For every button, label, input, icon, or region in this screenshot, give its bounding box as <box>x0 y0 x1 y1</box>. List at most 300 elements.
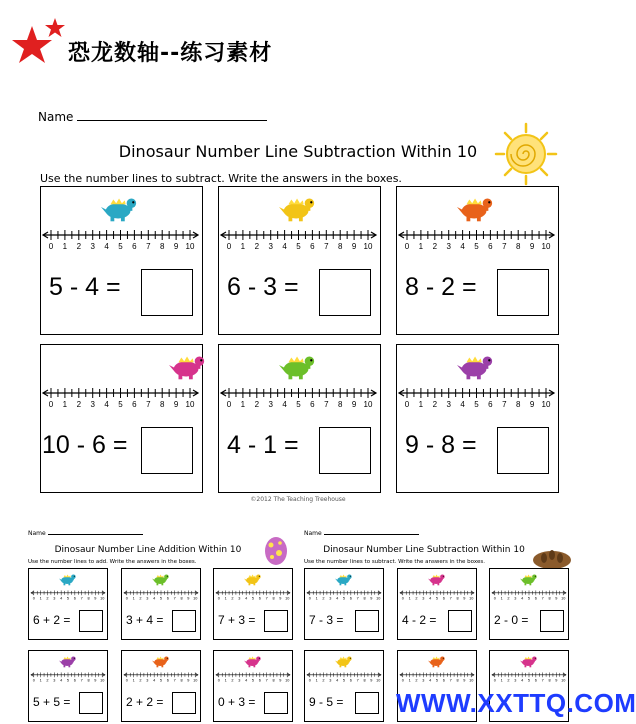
dinosaur-icon <box>59 654 77 668</box>
number-line-tick-label: 0 <box>308 596 311 601</box>
thumbnail-equation: 4 - 2 = <box>402 613 437 627</box>
thumbnail-answer-box[interactable] <box>540 610 564 632</box>
number-line-tick-label: 1 <box>39 596 42 601</box>
number-line-tick-label: 3 <box>422 678 425 683</box>
number-line-tick-label: 3 <box>446 242 451 251</box>
number-line-tick-label: 7 <box>324 242 329 251</box>
number-line-tick-label: 1 <box>408 678 411 683</box>
number-line-tick-label: 2 <box>507 596 510 601</box>
number-line-tick-label: 2 <box>139 678 142 683</box>
problem-equation: 9 - 8 = <box>405 431 477 459</box>
number-line-tick-label: 3 <box>446 400 451 409</box>
number-line-tick-label: 3 <box>329 596 332 601</box>
number-line-tick-label: 7 <box>80 678 83 683</box>
number-line-tick-label: 0 <box>404 242 410 251</box>
number-line-tick-label: 6 <box>73 678 76 683</box>
number-line-tick-label: 9 <box>187 678 190 683</box>
number-line-tick-label: 5 <box>527 678 531 683</box>
problem-card <box>40 186 203 335</box>
number-line-tick-label: 0 <box>493 596 496 601</box>
number-line-tick-label: 9 <box>187 596 190 601</box>
name-field <box>38 110 267 124</box>
number-line-tick-label: 7 <box>265 596 268 601</box>
number-line-tick-label: 6 <box>166 678 169 683</box>
number-line-tick-label: 10 <box>285 678 290 683</box>
number-line-tick-label: 10 <box>541 400 551 409</box>
number-line-tick-label: 0 <box>226 242 232 251</box>
number-line-tick-label: 9 <box>351 242 357 251</box>
number-line-tick-label: 5 <box>159 678 163 683</box>
thumbnail-number-line <box>29 671 107 683</box>
number-line-tick-label: 10 <box>376 678 381 683</box>
number-line-tick-label: 8 <box>159 400 165 409</box>
number-line-tick-label: 1 <box>132 596 135 601</box>
number-line-tick-label: 6 <box>310 400 315 409</box>
number-line-tick-label: 4 <box>429 596 432 601</box>
problem-card <box>396 186 559 335</box>
number-line-tick-label: 8 <box>272 678 275 683</box>
number-line-tick-label: 1 <box>240 242 246 251</box>
number-line-tick-label: 10 <box>469 596 474 601</box>
number-line-tick-label: 3 <box>146 678 149 683</box>
problem-number-line <box>41 385 200 409</box>
number-line-tick-label: 1 <box>62 400 68 409</box>
number-line-tick-label: 9 <box>555 596 558 601</box>
dinosaur-footprint-icon <box>532 538 572 570</box>
thumbnail-name-line <box>48 529 143 535</box>
number-line-tick-label: 10 <box>185 400 195 409</box>
thumbnail-problem-card <box>28 568 108 640</box>
number-line-tick-label: 10 <box>561 596 566 601</box>
number-line-tick-label: 5 <box>435 596 439 601</box>
number-line-tick-label: 6 <box>73 596 76 601</box>
number-line-tick-label: 4 <box>282 242 287 251</box>
problem-card <box>40 344 203 493</box>
answer-box[interactable] <box>141 427 193 474</box>
number-line-tick-label: 3 <box>422 596 425 601</box>
number-line-tick-label: 3 <box>90 242 95 251</box>
number-line-tick-label: 5 <box>296 242 301 251</box>
number-line-tick-label: 1 <box>39 678 42 683</box>
answer-box[interactable] <box>497 427 549 474</box>
dinosaur-icon <box>59 572 77 586</box>
number-line-tick-label: 7 <box>265 678 268 683</box>
number-line-tick-label: 10 <box>541 242 551 251</box>
dinosaur-icon <box>428 654 446 668</box>
thumbnail-instructions: Use the number lines to subtract. Write the answers in the boxes. <box>304 559 485 565</box>
number-line-tick-label: 3 <box>514 596 517 601</box>
thumbnail-name-field <box>28 529 143 537</box>
thumbnail-number-line <box>214 589 292 601</box>
number-line-tick-label: 3 <box>53 678 56 683</box>
thumbnail-problem-card <box>121 650 201 722</box>
thumbnail-number-line <box>122 589 200 601</box>
number-line-tick-label: 4 <box>429 678 432 683</box>
number-line-tick-label: 3 <box>268 400 273 409</box>
number-line-tick-label: 2 <box>76 400 82 409</box>
thumbnail-instructions: Use the number lines to add. Write the answers in the boxes. <box>28 559 197 565</box>
thumbnail-answer-box[interactable] <box>448 610 472 632</box>
number-line-tick-label: 2 <box>507 678 510 683</box>
number-line-tick-label: 2 <box>322 678 325 683</box>
number-line-tick-label: 2 <box>322 596 325 601</box>
number-line-tick-label: 3 <box>514 678 517 683</box>
thumbnail-number-line <box>305 671 383 683</box>
number-line-tick-label: 8 <box>515 242 521 251</box>
number-line-tick-label: 0 <box>226 400 232 409</box>
thumbnail-answer-box[interactable] <box>79 692 103 714</box>
number-line-tick-label: 4 <box>521 678 524 683</box>
number-line-tick-label: 3 <box>329 678 332 683</box>
number-line-tick-label: 8 <box>337 400 343 409</box>
number-line-tick-label: 8 <box>180 678 183 683</box>
thumbnail-equation: 7 + 3 = <box>218 613 256 627</box>
number-line-tick-label: 5 <box>118 400 123 409</box>
pterodactyl-icon <box>279 193 317 223</box>
number-line-tick-label: 4 <box>153 596 156 601</box>
thumbnail-number-line <box>305 589 383 601</box>
dinosaur-icon <box>244 572 262 586</box>
number-line-tick-label: 6 <box>488 400 493 409</box>
number-line-tick-label: 5 <box>66 596 70 601</box>
number-line-tick-label: 10 <box>100 596 105 601</box>
number-line-tick-label: 8 <box>87 678 90 683</box>
number-line-tick-label: 3 <box>238 596 241 601</box>
number-line-tick-label: 0 <box>48 400 54 409</box>
thumbnail-problem-card <box>121 568 201 640</box>
number-line-tick-label: 1 <box>315 596 318 601</box>
problem-equation: 10 - 6 = <box>42 431 128 459</box>
watermark: WWW.XXTTQ.COM <box>396 688 636 718</box>
number-line-tick-label: 3 <box>53 596 56 601</box>
number-line-tick-label: 6 <box>442 678 445 683</box>
number-line-tick-label: 0 <box>217 596 220 601</box>
thumbnail-answer-box[interactable] <box>355 692 379 714</box>
number-line-tick-label: 10 <box>193 596 198 601</box>
number-line-tick-label: 5 <box>159 596 163 601</box>
thumbnail-answer-box[interactable] <box>264 692 288 714</box>
number-line-tick-label: 1 <box>418 242 424 251</box>
number-line-tick-label: 4 <box>245 678 248 683</box>
number-line-tick-label: 9 <box>529 242 535 251</box>
number-line-tick-label: 4 <box>60 596 63 601</box>
brontosaurus-icon <box>279 351 317 381</box>
number-line-tick-label: 9 <box>529 400 535 409</box>
worksheet-title: Dinosaur Number Line Subtraction Within 10 <box>118 142 478 161</box>
number-line-tick-label: 10 <box>561 678 566 683</box>
number-line-tick-label: 7 <box>173 596 176 601</box>
number-line-tick-label: 8 <box>87 596 90 601</box>
problem-equation: 4 - 1 = <box>227 431 299 459</box>
number-line-tick-label: 6 <box>534 678 537 683</box>
thumbnail-answer-box[interactable] <box>264 610 288 632</box>
number-line-tick-label: 5 <box>251 678 255 683</box>
answer-box[interactable] <box>319 427 371 474</box>
number-line-tick-label: 1 <box>500 678 503 683</box>
answer-box[interactable] <box>497 269 549 316</box>
number-line-tick-label: 6 <box>132 400 137 409</box>
number-line-tick-label: 1 <box>418 400 424 409</box>
thumbnail-name-label: Name <box>304 530 322 537</box>
trex-icon <box>457 193 495 223</box>
thumbnail-problem-card <box>304 568 384 640</box>
thumbnail-answer-box[interactable] <box>172 610 196 632</box>
dinosaur-icon <box>520 654 538 668</box>
number-line-tick-label: 2 <box>415 596 418 601</box>
number-line-tick-label: 8 <box>363 596 366 601</box>
number-line-tick-label: 0 <box>32 596 35 601</box>
dinosaur-icon <box>428 572 446 586</box>
thumbnail-name-label: Name <box>28 530 46 537</box>
number-line-tick-label: 1 <box>224 678 227 683</box>
number-line-tick-label: 7 <box>324 400 329 409</box>
number-line-tick-label: 0 <box>493 678 496 683</box>
number-line-tick-label: 9 <box>173 242 179 251</box>
number-line-tick-label: 6 <box>258 596 261 601</box>
thumbnail-number-line <box>214 671 292 683</box>
number-line-tick-label: 2 <box>46 678 49 683</box>
number-line-tick-label: 2 <box>415 678 418 683</box>
thumbnail-equation: 6 + 2 = <box>33 613 71 627</box>
thumbnail-name-line <box>324 529 419 535</box>
number-line-tick-label: 6 <box>132 242 137 251</box>
number-line-tick-label: 3 <box>238 678 241 683</box>
number-line-tick-label: 9 <box>279 596 282 601</box>
number-line-tick-label: 0 <box>32 678 35 683</box>
thumbnail-equation: 3 + 4 = <box>126 613 164 627</box>
number-line-tick-label: 4 <box>336 678 339 683</box>
number-line-tick-label: 9 <box>94 596 97 601</box>
problem-equation: 6 - 3 = <box>227 273 299 301</box>
number-line-tick-label: 7 <box>541 596 544 601</box>
number-line-tick-label: 10 <box>193 678 198 683</box>
number-line-tick-label: 0 <box>401 678 404 683</box>
thumbnail-number-line <box>29 589 107 601</box>
number-line-tick-label: 7 <box>449 596 452 601</box>
number-line-tick-label: 6 <box>488 242 493 251</box>
number-line-tick-label: 2 <box>254 400 260 409</box>
number-line-tick-label: 10 <box>185 242 195 251</box>
number-line-tick-label: 6 <box>310 242 315 251</box>
number-line-tick-label: 0 <box>404 400 410 409</box>
thumbnail-answer-box[interactable] <box>355 610 379 632</box>
page-header-title: 恐龙数轴--练习素材 <box>68 41 273 66</box>
number-line-tick-label: 4 <box>245 596 248 601</box>
number-line-tick-label: 6 <box>534 596 537 601</box>
number-line-tick-label: 10 <box>469 678 474 683</box>
number-line-tick-label: 6 <box>349 596 352 601</box>
number-line-tick-label: 6 <box>349 678 352 683</box>
problem-number-line <box>219 385 378 409</box>
double-red-star-icon <box>10 16 68 66</box>
number-line-tick-label: 1 <box>500 596 503 601</box>
number-line-tick-label: 7 <box>80 596 83 601</box>
number-line-tick-label: 9 <box>370 596 373 601</box>
thumbnail-equation: 0 + 3 = <box>218 695 256 709</box>
number-line-tick-label: 0 <box>217 678 220 683</box>
thumbnail-equation: 9 - 5 = <box>309 695 344 709</box>
number-line-tick-label: 2 <box>231 596 234 601</box>
number-line-tick-label: 10 <box>376 596 381 601</box>
name-line <box>77 110 267 121</box>
problem-card <box>218 186 381 335</box>
number-line-tick-label: 7 <box>502 242 507 251</box>
number-line-tick-label: 9 <box>279 678 282 683</box>
number-line-tick-label: 5 <box>342 596 346 601</box>
thumbnail-problem-card <box>213 568 293 640</box>
thumbnail-answer-box[interactable] <box>172 692 196 714</box>
number-line-tick-label: 5 <box>435 678 439 683</box>
number-line-tick-label: 6 <box>442 596 445 601</box>
thumbnail-problem-card <box>213 650 293 722</box>
thumbnail-number-line <box>398 671 476 683</box>
thumbnail-equation: 2 - 0 = <box>494 613 529 627</box>
problem-card <box>218 344 381 493</box>
number-line-tick-label: 4 <box>153 678 156 683</box>
number-line-tick-label: 8 <box>456 596 459 601</box>
number-line-tick-label: 4 <box>460 400 465 409</box>
number-line-tick-label: 9 <box>94 678 97 683</box>
name-label: Name <box>38 110 74 124</box>
number-line-tick-label: 6 <box>258 678 261 683</box>
number-line-tick-label: 1 <box>240 400 246 409</box>
number-line-tick-label: 10 <box>285 596 290 601</box>
number-line-tick-label: 8 <box>548 596 551 601</box>
problem-number-line <box>219 227 378 251</box>
number-line-tick-label: 1 <box>62 242 68 251</box>
number-line-tick-label: 2 <box>254 242 260 251</box>
number-line-tick-label: 4 <box>336 596 339 601</box>
number-line-tick-label: 0 <box>125 678 128 683</box>
number-line-tick-label: 5 <box>296 400 301 409</box>
number-line-tick-label: 2 <box>76 242 82 251</box>
number-line-tick-label: 9 <box>463 596 466 601</box>
number-line-tick-label: 9 <box>351 400 357 409</box>
problem-number-line <box>397 227 556 251</box>
number-line-tick-label: 8 <box>515 400 521 409</box>
answer-box[interactable] <box>141 269 193 316</box>
number-line-tick-label: 10 <box>100 678 105 683</box>
number-line-tick-label: 10 <box>363 242 373 251</box>
number-line-tick-label: 0 <box>48 242 54 251</box>
number-line-tick-label: 8 <box>159 242 165 251</box>
number-line-tick-label: 7 <box>146 242 151 251</box>
problem-number-line <box>41 227 200 251</box>
number-line-tick-label: 1 <box>224 596 227 601</box>
number-line-tick-label: 4 <box>460 242 465 251</box>
thumbnail-equation: 2 + 2 = <box>126 695 164 709</box>
stegosaurus-icon <box>101 193 139 223</box>
problem-equation: 8 - 2 = <box>405 273 477 301</box>
number-line-tick-label: 2 <box>46 596 49 601</box>
problem-equation: 5 - 4 = <box>49 273 121 301</box>
answer-box[interactable] <box>319 269 371 316</box>
thumbnail-number-line <box>490 671 568 683</box>
thumbnail-number-line <box>490 589 568 601</box>
number-line-tick-label: 9 <box>370 678 373 683</box>
thumbnail-title: Dinosaur Number Line Addition Within 10 <box>54 545 242 555</box>
thumbnail-problem-card <box>28 650 108 722</box>
thumbnail-problem-card <box>304 650 384 722</box>
number-line-tick-label: 4 <box>60 678 63 683</box>
number-line-tick-label: 2 <box>231 678 234 683</box>
thumbnail-answer-box[interactable] <box>79 610 103 632</box>
number-line-tick-label: 0 <box>308 678 311 683</box>
number-line-tick-label: 9 <box>463 678 466 683</box>
number-line-tick-label: 0 <box>125 596 128 601</box>
number-line-tick-label: 3 <box>268 242 273 251</box>
dinosaur-icon <box>335 654 353 668</box>
number-line-tick-label: 4 <box>282 400 287 409</box>
number-line-tick-label: 10 <box>363 400 373 409</box>
number-line-tick-label: 1 <box>408 596 411 601</box>
thumbnail-equation: 5 + 5 = <box>33 695 71 709</box>
number-line-tick-label: 8 <box>456 678 459 683</box>
worksheet-instructions: Use the number lines to subtract. Write the answers in the boxes. <box>40 172 402 185</box>
thumbnail-number-line <box>398 589 476 601</box>
number-line-tick-label: 2 <box>432 400 438 409</box>
triceratops-icon <box>457 351 495 381</box>
number-line-tick-label: 0 <box>401 596 404 601</box>
number-line-tick-label: 9 <box>555 678 558 683</box>
number-line-tick-label: 7 <box>173 678 176 683</box>
thumbnail-name-field <box>304 529 419 537</box>
number-line-tick-label: 8 <box>272 596 275 601</box>
problem-card <box>396 344 559 493</box>
number-line-tick-label: 5 <box>66 678 70 683</box>
number-line-tick-label: 5 <box>474 242 479 251</box>
number-line-tick-label: 4 <box>104 242 109 251</box>
thumbnail-title: Dinosaur Number Line Subtraction Within 10 <box>323 545 525 555</box>
number-line-tick-label: 8 <box>337 242 343 251</box>
number-line-tick-label: 2 <box>139 596 142 601</box>
number-line-tick-label: 8 <box>548 678 551 683</box>
dinosaur-icon <box>152 572 170 586</box>
number-line-tick-label: 7 <box>502 400 507 409</box>
number-line-tick-label: 8 <box>363 678 366 683</box>
thumbnail-problem-card <box>397 568 477 640</box>
dinosaur-icon <box>335 572 353 586</box>
number-line-tick-label: 1 <box>315 678 318 683</box>
triceratops-icon <box>169 351 207 381</box>
problem-number-line <box>397 385 556 409</box>
thumbnail-problem-card <box>489 568 569 640</box>
number-line-tick-label: 5 <box>251 596 255 601</box>
thumbnail-equation: 7 - 3 = <box>309 613 344 627</box>
thumbnail-number-line <box>122 671 200 683</box>
number-line-tick-label: 6 <box>166 596 169 601</box>
number-line-tick-label: 7 <box>356 678 359 683</box>
number-line-tick-label: 4 <box>521 596 524 601</box>
number-line-tick-label: 4 <box>104 400 109 409</box>
number-line-tick-label: 5 <box>342 678 346 683</box>
number-line-tick-label: 9 <box>173 400 179 409</box>
number-line-tick-label: 1 <box>132 678 135 683</box>
number-line-tick-label: 7 <box>146 400 151 409</box>
number-line-tick-label: 2 <box>432 242 438 251</box>
number-line-tick-label: 7 <box>356 596 359 601</box>
number-line-tick-label: 3 <box>146 596 149 601</box>
number-line-tick-label: 5 <box>118 242 123 251</box>
number-line-tick-label: 5 <box>474 400 479 409</box>
dinosaur-icon <box>520 572 538 586</box>
copyright-text: ©2012 The Teaching Treehouse <box>250 496 346 503</box>
dinosaur-egg-icon <box>260 534 292 566</box>
dinosaur-icon <box>244 654 262 668</box>
number-line-tick-label: 5 <box>527 596 531 601</box>
number-line-tick-label: 3 <box>90 400 95 409</box>
number-line-tick-label: 7 <box>449 678 452 683</box>
